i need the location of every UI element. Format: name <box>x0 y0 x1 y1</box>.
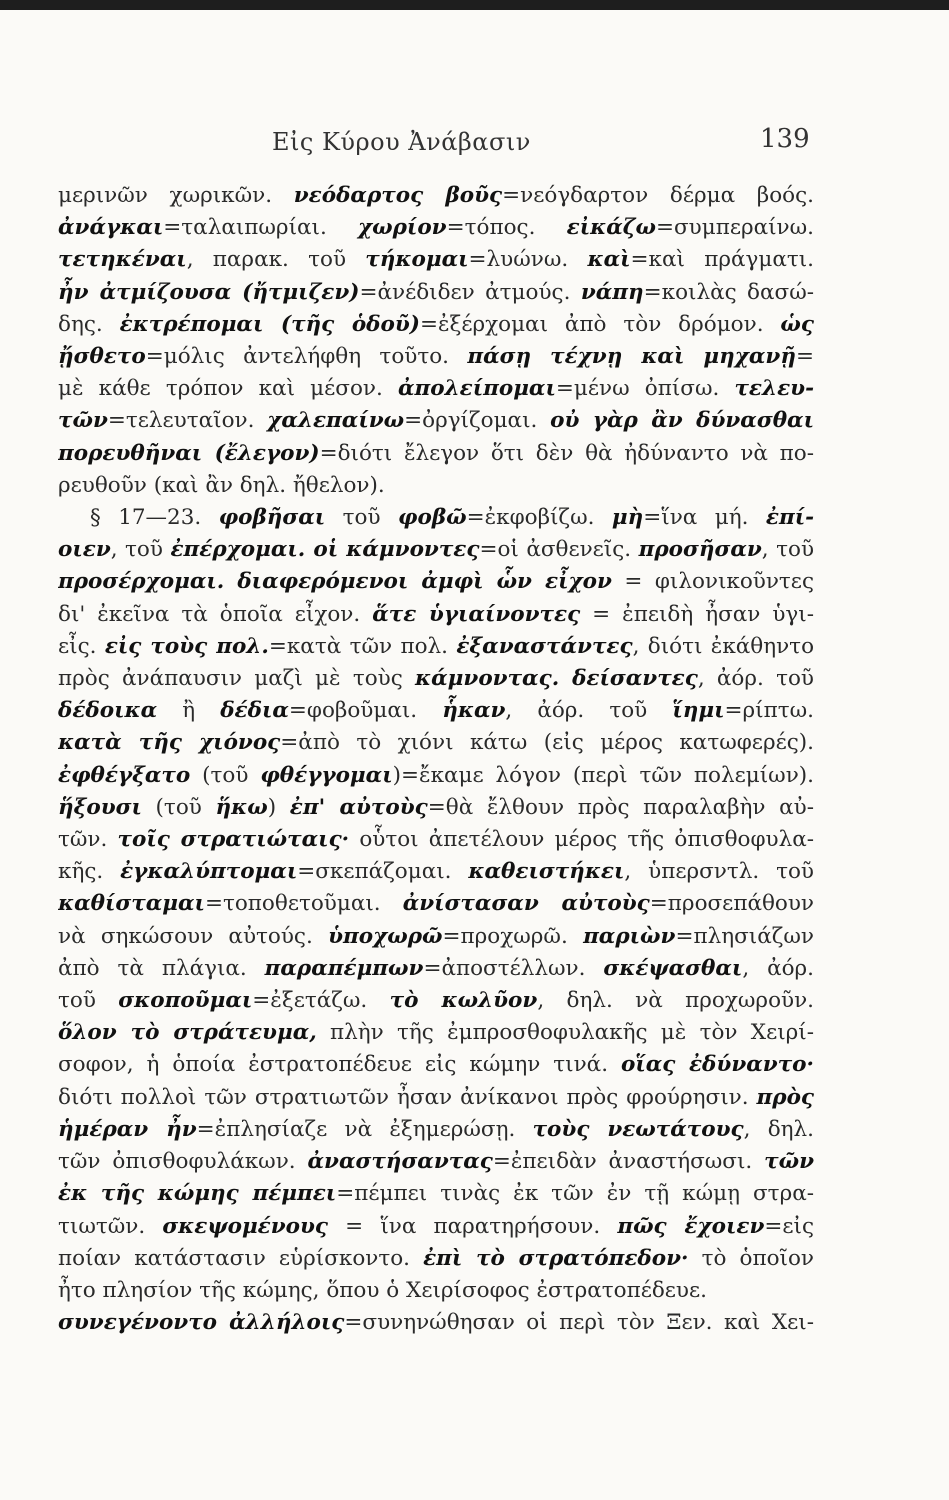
lemma: δέδοικα <box>58 698 158 724</box>
text-line <box>58 663 814 695</box>
gloss: , ἀόρ. <box>742 955 814 981</box>
lemma: μὴ <box>611 505 644 531</box>
gloss: νὰ σηκώσουν αὐτούς. <box>58 923 329 949</box>
lemma: πῶς ἔχοιεν <box>617 1213 765 1239</box>
text-line <box>58 1243 814 1275</box>
gloss: =ταλαιπωρίαι. <box>163 215 359 241</box>
gloss: = φιλονικοῦντες <box>611 569 814 595</box>
lemma: φοβῶ <box>398 505 467 531</box>
gloss: =λυώνω. <box>468 247 588 273</box>
lemma: εἰς τοὺς πολ. <box>104 633 269 659</box>
gloss: =προχωρῶ. <box>442 923 584 949</box>
gloss: , ἀόρ. τοῦ <box>505 698 673 724</box>
lemma: ἀνάγκαι <box>58 215 164 241</box>
lemma: πρὸς <box>756 1084 814 1110</box>
text-line <box>58 534 814 566</box>
gloss: =ἐκφοβίζω. <box>466 505 612 531</box>
lemma: προσέρχομαι. διαφερόμενοι ἀμφὶ ὧν εἶχον <box>58 569 612 595</box>
lemma: χωρίον <box>358 215 447 241</box>
lemma: ἵημι <box>672 698 725 724</box>
gloss: , ἀόρ. τοῦ <box>697 666 814 692</box>
scan-top-edge <box>0 0 949 10</box>
text-line <box>58 1275 814 1307</box>
gloss: , ὑπερσντλ. τοῦ <box>624 859 814 885</box>
gloss: =εἰς <box>764 1213 814 1239</box>
gloss: τῶν ὀπισθοφυλάκων. <box>58 1149 308 1175</box>
text-line <box>58 1146 814 1178</box>
lemma: προσῆσαν <box>638 537 762 563</box>
gloss: § 17—23. <box>90 505 219 531</box>
lemma: σκοποῦμαι <box>118 988 253 1014</box>
lemma: φοβῆσαι <box>218 505 326 531</box>
gloss: =ὀργίζομαι. <box>404 408 551 434</box>
lemma: ἐκτρέπομαι (τῆς ὁδοῦ) <box>119 311 420 337</box>
gloss: ποίαν κατάστασιν εὑρίσκοντο. <box>58 1245 424 1271</box>
gloss: ρευθοῦν (καὶ ἂν δηλ. ἤθελον). <box>58 472 385 498</box>
gloss: , τοῦ <box>761 537 814 563</box>
lemma: καθίσταμαι <box>58 891 205 917</box>
text-line <box>58 405 814 437</box>
gloss: =νεόγδαρτον δέρμα βοός. <box>502 183 814 208</box>
gloss: τὸ ὁποῖον <box>688 1245 814 1271</box>
text-line <box>58 373 814 405</box>
text-line <box>58 760 814 792</box>
gloss: ἦτο πλησίον τῆς κώμης, ὅπου ὁ Χειρίσοφος ἐστρατοπέδευε. <box>58 1277 707 1303</box>
lemma: πάσῃ τέχνῃ καὶ μηχανῇ <box>467 344 796 370</box>
text-line <box>58 1114 814 1146</box>
lemma: τήκομαι <box>365 247 469 273</box>
lemma: σκέψασθαι <box>603 955 743 981</box>
text-line <box>58 824 814 856</box>
lemma: φθέγγομαι <box>260 762 393 788</box>
lemma: ἐφθέγξατο <box>58 762 191 788</box>
gloss: =ἀποστέλλων. <box>423 955 604 981</box>
lemma: ἥξουσι <box>58 794 142 820</box>
gloss: =πλησιάζων <box>675 923 814 949</box>
gloss: =ἐξέρχομαι ἀπὸ τὸν δρόμον. <box>419 311 781 337</box>
gloss: (τοῦ <box>141 794 216 820</box>
lemma: οἵας ἐδύναντο· <box>621 1052 814 1078</box>
lemma: ἦν ἀτμίζουσα (ἤτμιζεν) <box>58 279 360 305</box>
lemma: ἀνίστασαν αὐτοὺς <box>402 891 650 917</box>
gloss: τιωτῶν. <box>58 1213 163 1239</box>
gloss: =τόπος. <box>446 215 567 241</box>
text-line <box>58 1307 814 1339</box>
lemma: χαλεπαίνω <box>267 408 405 434</box>
text-line <box>58 695 814 727</box>
lemma: κάμνοντας. δείσαντες <box>415 666 698 692</box>
gloss: = ἐπειδὴ ἦσαν ὑγι- <box>580 601 814 627</box>
gloss: εἶς. <box>58 633 105 659</box>
gloss: =κοιλὰς δασώ- <box>643 279 814 305</box>
lemma: ἧκαν <box>442 698 506 724</box>
gloss: , τοῦ <box>110 537 171 563</box>
text-line <box>58 985 814 1017</box>
gloss: =σκεπάζομαι. <box>297 859 469 885</box>
lemma: καὶ <box>587 247 631 273</box>
gloss: πρὸς ἀνάπαυσιν μαζὶ μὲ τοὺς <box>58 666 416 692</box>
lemma: ἐπέρχομαι. οἱ κάμνοντες <box>170 537 480 563</box>
text-line <box>58 631 814 663</box>
text-line <box>58 180 814 212</box>
text-line <box>58 856 814 888</box>
lemma: ἀναστήσαντας <box>307 1149 493 1175</box>
text-line <box>58 244 814 276</box>
lemma: παραπέμπων <box>264 955 424 981</box>
gloss: =ἐπειδὰν ἀναστήσωσι. <box>492 1149 765 1175</box>
gloss: =κατὰ τῶν πολ. <box>268 633 457 659</box>
lemma: σκεψομένους <box>162 1213 329 1239</box>
gloss: =διότι ἔλεγον ὅτι δὲν θὰ ἠδύναντο νὰ πο- <box>319 440 814 466</box>
text-line <box>58 502 814 534</box>
text-line <box>58 599 814 631</box>
lemma: τελευ- <box>734 376 814 402</box>
gloss: τοῦ <box>325 505 399 531</box>
lemma: τῶν <box>764 1149 814 1175</box>
gloss: τοῦ <box>58 988 119 1014</box>
running-title: Εἰς Κύρου Ἀνάβασιν <box>272 128 531 156</box>
gloss: =καὶ πράγματι. <box>630 247 814 273</box>
text-line <box>58 792 814 824</box>
page-number: 139 <box>760 124 810 154</box>
gloss: , δηλ. <box>743 1116 814 1142</box>
text-line <box>58 277 814 309</box>
text-line <box>58 921 814 953</box>
lemma: ἐγκαλύπτομαι <box>120 859 298 885</box>
gloss: (τοῦ <box>190 762 261 788</box>
gloss: =ἐπλησίαζε νὰ ἐξημερώσῃ. <box>196 1116 533 1142</box>
lemma: καθειστήκει <box>468 859 625 885</box>
lemma: ἡμέραν ἦν <box>58 1116 197 1142</box>
text-line <box>58 953 814 985</box>
gloss: =ἀνέδιδεν ἀτμούς. <box>359 279 581 305</box>
gloss: πλὴν τῆς ἐμπροσθοφυλακῆς μὲ τὸν Χειρί- <box>316 1020 814 1046</box>
text-line <box>58 1049 814 1081</box>
gloss: =μένω ὀπίσω. <box>555 376 735 402</box>
gloss: =μόλις ἀντελήφθη τοῦτο. <box>145 344 468 370</box>
gloss: =πέμπει τινὰς ἐκ τῶν ἐν τῇ κώμῃ στρα- <box>336 1181 814 1207</box>
gloss: = ἵνα παρατηρήσουν. <box>328 1213 618 1239</box>
text-line <box>58 566 814 598</box>
gloss: μὲ κάθε τρόπον καὶ μέσον. <box>58 376 398 402</box>
lemma: τετηκέναι <box>58 247 187 273</box>
gloss: οὗτοι ἀπετέλουν μέρος τῆς ὀπισθοφυλα- <box>349 827 814 853</box>
text-line <box>58 727 814 759</box>
lemma: ἀπολείπομαι <box>397 376 556 402</box>
gloss: μερινῶν χωρικῶν. <box>58 183 294 208</box>
lemma: ἐξαναστάντες <box>456 633 633 659</box>
lemma: εἰκάζω <box>566 215 656 241</box>
lemma: τὸ κωλῦον <box>389 988 538 1014</box>
gloss: =ἀπὸ τὸ χιόνι κάτω (εἰς μέρος κατωφερές). <box>280 730 814 756</box>
gloss: ἀπὸ τὰ πλάγια. <box>58 955 265 981</box>
text-line <box>58 1211 814 1243</box>
gloss: κῆς. <box>58 859 121 885</box>
gloss: =φοβοῦμαι. <box>288 698 443 724</box>
lemma: κατὰ τῆς χιόνος <box>58 730 281 756</box>
lemma: παριὼν <box>583 923 676 949</box>
gloss: )=ἔκαμε λόγον (περὶ τῶν πολεμίων). <box>392 762 814 788</box>
text-line <box>58 438 814 470</box>
gloss: τῶν. <box>58 827 118 853</box>
gloss: =τελευταῖον. <box>107 408 268 434</box>
lemma: τοὺς νεωτάτους <box>532 1116 744 1142</box>
text-line <box>58 212 814 244</box>
gloss: , διότι ἐκάθηντο <box>632 633 814 659</box>
gloss: =οἱ ἀσθενεῖς. <box>479 537 639 563</box>
gloss: διότι πολλοὶ τῶν στρατιωτῶν ἦσαν ἀνίκανοι πρὸς φρούρησιν. <box>58 1084 757 1110</box>
lemma: ἅτε ὑγιαίνοντες <box>372 601 581 627</box>
gloss: σοφον, ἡ ὁποία ἐστρατοπέδευε εἰς κώμην τινά. <box>58 1052 621 1078</box>
gloss: =συμπεραίνω. <box>655 215 814 241</box>
gloss: =ρίπτω. <box>724 698 814 724</box>
lemma: συνεγένοντο ἀλλήλοις <box>58 1310 345 1336</box>
text-line <box>58 1017 814 1049</box>
gloss: =προσεπάθουν <box>649 891 814 917</box>
lemma: ᾔσθετο <box>58 344 146 370</box>
text-line <box>58 888 814 920</box>
text-line <box>58 1178 814 1210</box>
lemma: τοῖς στρατιώταις· <box>117 827 350 853</box>
gloss: =συνηνώθησαν οἱ περὶ τὸν Ξεν. καὶ Χει- <box>344 1310 814 1336</box>
lemma: οὐ γὰρ ἂν δύνασθαι <box>550 408 814 434</box>
lemma: ὑποχωρῶ <box>328 923 443 949</box>
text-line <box>58 341 814 373</box>
commentary-text <box>58 180 814 1339</box>
lemma: ἐπ' αὐτοὺς <box>289 794 428 820</box>
lemma: νάπη <box>580 279 644 305</box>
gloss: , παρακ. τοῦ <box>186 247 366 273</box>
text-line <box>58 309 814 341</box>
text-line <box>58 1082 814 1114</box>
gloss: δης. <box>58 311 120 337</box>
gloss: =θὰ ἔλθουν πρὸς παραλαβὴν αὐ- <box>427 794 814 820</box>
lemma: ὅλον τὸ στράτευμα, <box>58 1020 317 1046</box>
lemma: τῶν <box>58 408 108 434</box>
lemma: δέδια <box>220 698 289 724</box>
lemma: πορευθῆναι (ἔλεγον) <box>58 440 320 466</box>
gloss: ἢ <box>157 698 221 724</box>
gloss: , δηλ. νὰ προχωροῦν. <box>537 988 814 1014</box>
lemma: ἥκω <box>215 794 268 820</box>
gloss: =τοποθετοῦμαι. <box>204 891 403 917</box>
gloss: =ἐξετάζω. <box>252 988 390 1014</box>
gloss: δι' ἐκεῖνα τὰ ὁποῖα εἶχον. <box>58 601 373 627</box>
text-line <box>58 470 814 502</box>
lemma: οιεν <box>58 537 111 563</box>
lemma: νεόδαρτος βοῦς <box>293 183 503 208</box>
gloss: = <box>795 344 814 370</box>
lemma: ἐπὶ τὸ στρατόπεδον· <box>423 1245 689 1271</box>
running-head <box>0 124 949 168</box>
lemma: ἐκ τῆς κώμης πέμπει <box>58 1181 337 1207</box>
gloss: ) <box>267 794 290 820</box>
gloss: =ἵνα μή. <box>643 505 766 531</box>
lemma: ὡς <box>780 311 814 337</box>
lemma: ἐπί- <box>765 505 814 531</box>
